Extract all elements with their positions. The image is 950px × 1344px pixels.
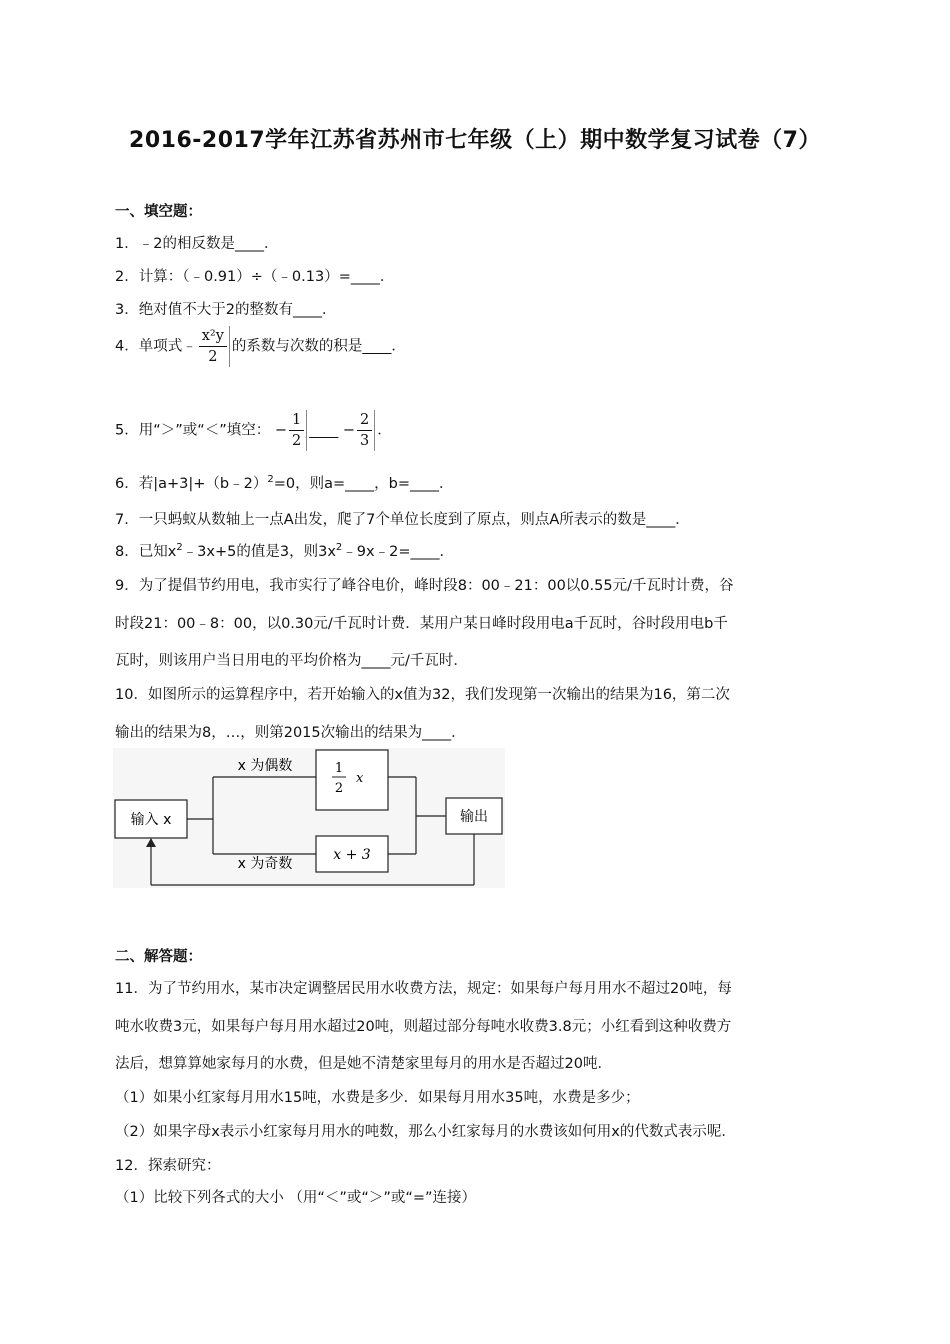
question-4-prefix: 4．单项式﹣ bbox=[115, 338, 197, 355]
fraction-one-half bbox=[289, 410, 307, 451]
minus-sign: − bbox=[342, 422, 356, 439]
question-12: 12．探索研究： bbox=[115, 1158, 221, 1174]
minus-sign: − bbox=[274, 422, 288, 439]
exponent: 2 bbox=[335, 542, 343, 554]
question-1: 1．﹣2的相反数是____． bbox=[115, 236, 279, 252]
question-8 bbox=[115, 540, 454, 561]
fraction-denominator: 2 bbox=[292, 433, 302, 449]
half-denominator: 2 bbox=[334, 781, 344, 796]
page-title: 2016-2017学年江苏省苏州市七年级（上）期中数学复习试卷（7） bbox=[129, 128, 821, 153]
question-2: 2．计算：（﹣0.91）÷（﹣0.13）=____． bbox=[115, 269, 395, 285]
question-11-line-1: 11．为了节约用水，某市决定调整居民用水收费方法，规定：如果每户每月用水不超过20吨，每 bbox=[115, 981, 732, 997]
monomial-fraction bbox=[199, 326, 230, 367]
operation-flow-diagram bbox=[113, 748, 505, 888]
question-7: 7．一只蚂蚁从数轴上一点A出发，爬了7个单位长度到了原点，则点A所表示的数是____． bbox=[115, 512, 690, 528]
question-10-line-2: 输出的结果为8，…，则第2015次输出的结果为____． bbox=[115, 725, 466, 741]
output-label: 输出 bbox=[460, 809, 488, 825]
fraction-two-thirds bbox=[357, 410, 375, 451]
half-numerator: 1 bbox=[334, 761, 344, 776]
question-11-part-1: （1）如果小红家每月用水15吨，水费是多少．如果每月用水35吨，水费是多少； bbox=[115, 1090, 640, 1106]
half-x-box bbox=[316, 750, 388, 810]
question-5 bbox=[115, 410, 392, 451]
question-3: 3．绝对值不大于2的整数有____． bbox=[115, 302, 337, 318]
question-6-text-b: =0，则a=____，b=____． bbox=[273, 476, 454, 492]
even-branch-label: x 为偶数 bbox=[237, 758, 293, 774]
question-9-line-1: 9．为了提倡节约用电，我市实行了峰谷电价，峰时段8：00﹣21：00以0.55元/千瓦时计费，谷 bbox=[115, 578, 734, 594]
answer-blank: ____ bbox=[309, 422, 339, 439]
question-6-text-a: 6．若|a+3|+（b﹣2） bbox=[115, 476, 268, 492]
question-8-text-a: 8．已知x bbox=[115, 544, 177, 560]
exponent: 2 bbox=[267, 474, 274, 486]
question-8-text-c: ﹣9x﹣2=____． bbox=[342, 544, 454, 560]
question-5-suffix: ． bbox=[377, 422, 392, 439]
fraction-numerator: 1 bbox=[289, 410, 304, 431]
question-4 bbox=[115, 326, 406, 367]
question-8-text-b: ﹣3x+5的值是3，则3x bbox=[182, 544, 336, 560]
question-6 bbox=[115, 472, 453, 493]
question-9-line-3: 瓦时，则该用户当日用电的平均价格为____元/千瓦时． bbox=[115, 653, 468, 669]
input-label: 输入 x bbox=[130, 812, 172, 828]
question-9-line-2: 时段21：00﹣8：00，以0.30元/千瓦时计费．某用户某日峰时段用电a千瓦时，谷时段用电b千 bbox=[115, 616, 728, 632]
question-11-line-2: 吨水收费3元，如果每户每月用水超过20吨，则超过部分每吨水收费3.8元；小红看到这种收费方 bbox=[115, 1019, 732, 1035]
half-variable: x bbox=[356, 771, 364, 786]
question-12-part-1: （1）比较下列各式的大小 （用“＜”或“＞”或“=”连接） bbox=[115, 1190, 477, 1206]
question-10-line-1: 10．如图所示的运算程序中，若开始输入的x值为32，我们发现第一次输出的结果为16，第二次 bbox=[115, 687, 730, 703]
question-11-part-2: （2）如果字母x表示小红家每月用水的吨数，那么小红家每月的水费该如何用x的代数式表示呢． bbox=[115, 1124, 736, 1140]
question-4-suffix: 的系数与次数的积是____． bbox=[231, 338, 406, 355]
fraction-denominator: 3 bbox=[360, 433, 370, 449]
plus-three-label: x + 3 bbox=[333, 847, 371, 863]
section-fill-in: 一、填空题： bbox=[115, 204, 202, 220]
section-solve: 二、解答题： bbox=[115, 949, 202, 965]
fraction-numerator: x²y bbox=[199, 326, 227, 347]
question-5-prefix: 5．用“＞”或“＜”填空： bbox=[115, 422, 271, 439]
question-11-line-3: 法后，想算算她家每月的水费，但是她不清楚家里每月的用水是否超过20吨． bbox=[115, 1056, 612, 1072]
fraction-denominator: 2 bbox=[208, 349, 218, 365]
odd-branch-label: x 为奇数 bbox=[237, 856, 293, 872]
fraction-numerator: 2 bbox=[357, 410, 372, 431]
exponent: 2 bbox=[176, 542, 183, 554]
